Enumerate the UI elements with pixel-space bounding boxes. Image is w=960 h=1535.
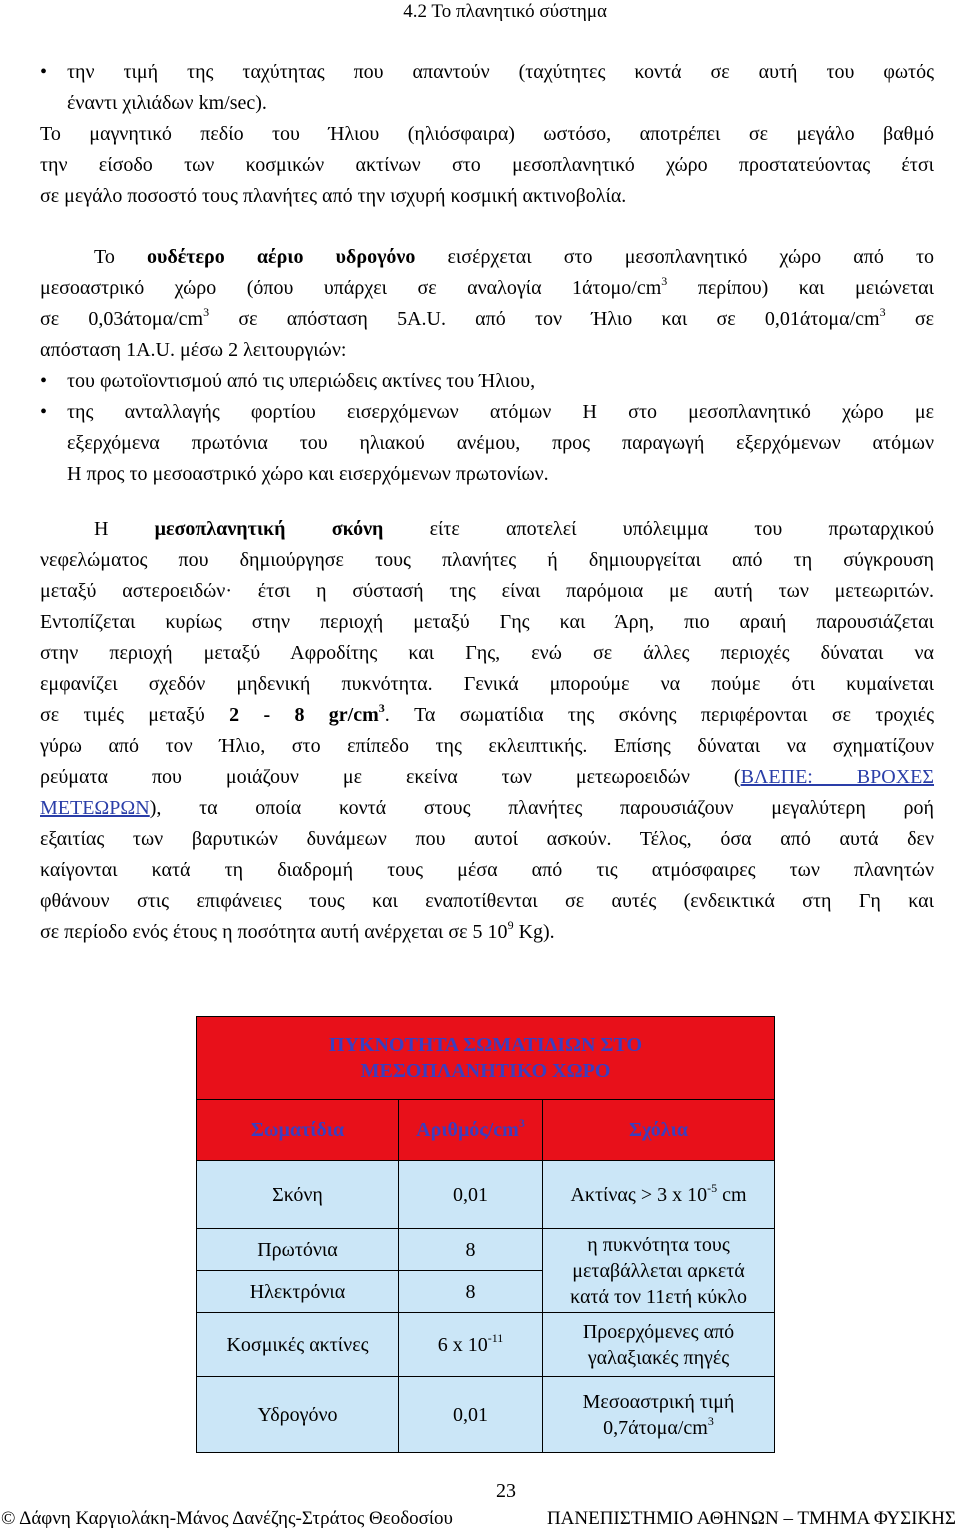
table-cell: 0,01 [399, 1161, 543, 1229]
table-title: ΠΥΚΝΟΤΗΤΑ ΣΩΜΑΤΙΔΙΩΝ ΣΤΟ ΜΕΣΟΠΛΑΝΗΤΙΚΟ ΧΩΡΟ [197, 1017, 775, 1100]
text-line: μεταξύ αστεροειδών· έτσι η σύστασή της είναι παρόμοια με αυτή των μετεωριτών. [40, 580, 934, 602]
text-line: την είσοδο των κοσμικών ακτίνων στο μεσοπλανητικό χώρο προστατεύοντας έτσι [40, 154, 934, 176]
col-header-particles: Σωματίδια [197, 1100, 399, 1161]
table-cell: Σκόνη [197, 1161, 399, 1229]
link-meteor-showers[interactable]: ΒΛΕΠΕ: ΒΡΟΧΕΣ [740, 766, 935, 788]
table-row [197, 1313, 775, 1377]
text-line: σε τιμές μεταξύ 2 - 8 $gr/cm^3$. Τα σωματίδια της σκόνης περιφέρονται σε τροχιές [40, 701, 935, 726]
density-table [196, 1016, 775, 1453]
text-line: εμφανίζει σχεδόν μηδενική πυκνότητα. Γενικά μπορούμε να πούμε ότι κυμαίνεται [40, 673, 934, 695]
text-line: ΜΕΤΕΩΡΩΝ), τα οποία κοντά στους πλανήτες παρουσιάζουν μεγαλύτερη ροή [40, 797, 934, 819]
text-line: εξαιτίας των βαρυτικών δυνάμεων που αυτοί ασκούν. Τέλος, όσα από αυτά δεν [40, 828, 934, 850]
table-cell: Πρωτόνια [197, 1229, 399, 1271]
table-cell: Υδρογόνο [197, 1377, 399, 1453]
text-line: την τιμή της ταχύτητας που απαντούν (ταχύτητες κοντά σε αυτή του φωτός [67, 61, 934, 83]
table-row [197, 1161, 775, 1229]
bold-term: μεσοπλανητική σκόνη [154, 518, 384, 540]
text-line: Εντοπίζεται κυρίως στην περιοχή μεταξύ Γης και Άρη, πιο αραιή παρουσιάζεται [40, 611, 934, 633]
text-line: στην περιοχή μεταξύ Αφροδίτης και Γης, ενώ σε άλλες περιοχές δύναται να [40, 642, 934, 664]
table-cell: Ηλεκτρόνια [197, 1271, 399, 1313]
table-cell: 8 [399, 1271, 543, 1313]
text-line: γύρω από τον Ήλιο, στο επίπεδο της εκλειπτικής. Επίσης δύναται να σχηματίζουν [40, 735, 934, 757]
text-line: Η προς το μεσοαστρικό χώρο και εισερχόμενων πρωτονίων. [67, 463, 549, 485]
text-line: Η μεσοπλανητική σκόνη είτε αποτελεί υπόλειμμα του πρωταρχικού [94, 518, 934, 540]
text-line: σε μεγάλο ποσοστό τους πλανήτες από την ισχυρή κοσμική ακτινοβολία. [40, 185, 627, 207]
text-line: μεσοαστρικό χώρο (όπου υπάρχει σε αναλογία $1ά\tau o\mu o/cm^3$ περίπου) και μειώνεται [40, 274, 934, 299]
text-line: εξερχόμενα πρωτόνια του ηλιακού ανέμου, προς παραγωγή εξερχόμενων ατόμων [67, 432, 934, 454]
text-line: του φωτοϊοντισμού από τις υπεριώδεις ακτίνες του Ήλιου, [67, 370, 536, 392]
text-line: ρεύματα που μοιάζουν με εκείνα των μετεωροειδών (ΒΛΕΠΕ: ΒΡΟΧΕΣ [40, 766, 935, 788]
text-line: φθάνουν στις επιφάνειες τους και εναποτίθενται σε αυτές (ενδεικτικά στη Γη και [40, 890, 934, 912]
table-cell: Ακτίνας > 3 x $10^{-5}$ cm [543, 1161, 775, 1229]
bold-term: ουδέτερο αέριο υδρογόνο [146, 246, 416, 268]
text-line: σε $0,03ά\tau o\mu\alpha/cm^3$ σε απόσταση 5A.U. από τον Ήλιο και σε $0,01ά\tau o\mu\alpha/cm^3$ σε [40, 305, 934, 330]
table-row [197, 1377, 775, 1453]
section-header: 4.2 Το πλανητικό σύστημα [403, 1, 607, 22]
col-header-number: Αριθμός/$cm^3$ [399, 1100, 543, 1161]
text-line: έναντι χιλιάδων km/sec). [67, 92, 267, 114]
text-line: της ανταλλαγής φορτίου εισερχόμενων ατόμων Η στο μεσοπλανητικό χώρο με [67, 401, 934, 423]
table-cell: 6 x $10^{-11}$ [399, 1313, 543, 1377]
paragraph-interplanetary-dust [40, 514, 934, 948]
text-line: Το μαγνητικό πεδίο του Ήλιου (ηλιόσφαιρα) ωστόσο, αποτρέπει σε μεγάλο βαθμό [40, 123, 934, 145]
text-line: νεφελώματος που δημιούργησε τους πλανήτες ή δημιουργείται από τη σύγκρουση [40, 549, 934, 571]
bullet-dot: • [40, 401, 48, 423]
bold-term: 2 - 8 gr/cm [229, 704, 379, 726]
text-line: σε περίοδο ενός έτους η ποσότητα αυτή ανέρχεται σε 5 $10^9$ Kg). [40, 918, 555, 943]
bullet-speed [40, 57, 934, 88]
footer-institution: ΠΑΝΕΠΙΣΤΗΜΙΟ ΑΘΗΝΩΝ – ΤΜΗΜΑ ΦΥΣΙΚΗΣ [546, 1508, 956, 1529]
bullet-photoionization [40, 366, 934, 397]
paragraph-neutral-hydrogen [40, 242, 934, 490]
text-line: καίγονται κατά τη διαδρομή τους μέσα από τις ατμόσφαιρες των πλανητών [40, 859, 934, 881]
table-row [197, 1229, 775, 1271]
bullet-dot: • [40, 370, 48, 392]
text-line: Το ουδέτερο αέριο υδρογόνο εισέρχεται στο μεσοπλανητικό χώρο από το [94, 246, 935, 268]
table-cell: η πυκνότητα τους μεταβάλλεται αρκετά κατά τον 11ετή κύκλο [543, 1229, 775, 1313]
bullet-charge-exchange [40, 397, 934, 490]
paragraph-cosmic-rays [40, 57, 934, 212]
col-header-comments: Σχόλια [543, 1100, 775, 1161]
footer-authors: © Δάφνη Καργιολάκη-Μάνος Δανέζης-Στράτος Θεοδοσίου [1, 1508, 453, 1529]
table-cell: Κοσμικές ακτίνες [197, 1313, 399, 1377]
link-meteor-showers-cont[interactable]: ΜΕΤΕΩΡΩΝ [40, 797, 150, 819]
table-cell: 0,01 [399, 1377, 543, 1453]
text-line: απόσταση 1A.U. μέσω 2 λειτουργιών: [40, 339, 347, 361]
table-cell: Μεσοαστρική τιμή $0,7ά\tau o\mu\alpha/cm^3$ [543, 1377, 775, 1453]
table-cell: Προερχόμενες από γαλαξιακές πηγές [543, 1313, 775, 1377]
table-cell: 8 [399, 1229, 543, 1271]
bullet-dot: • [40, 61, 48, 83]
page-number: 23 [496, 1480, 516, 1502]
